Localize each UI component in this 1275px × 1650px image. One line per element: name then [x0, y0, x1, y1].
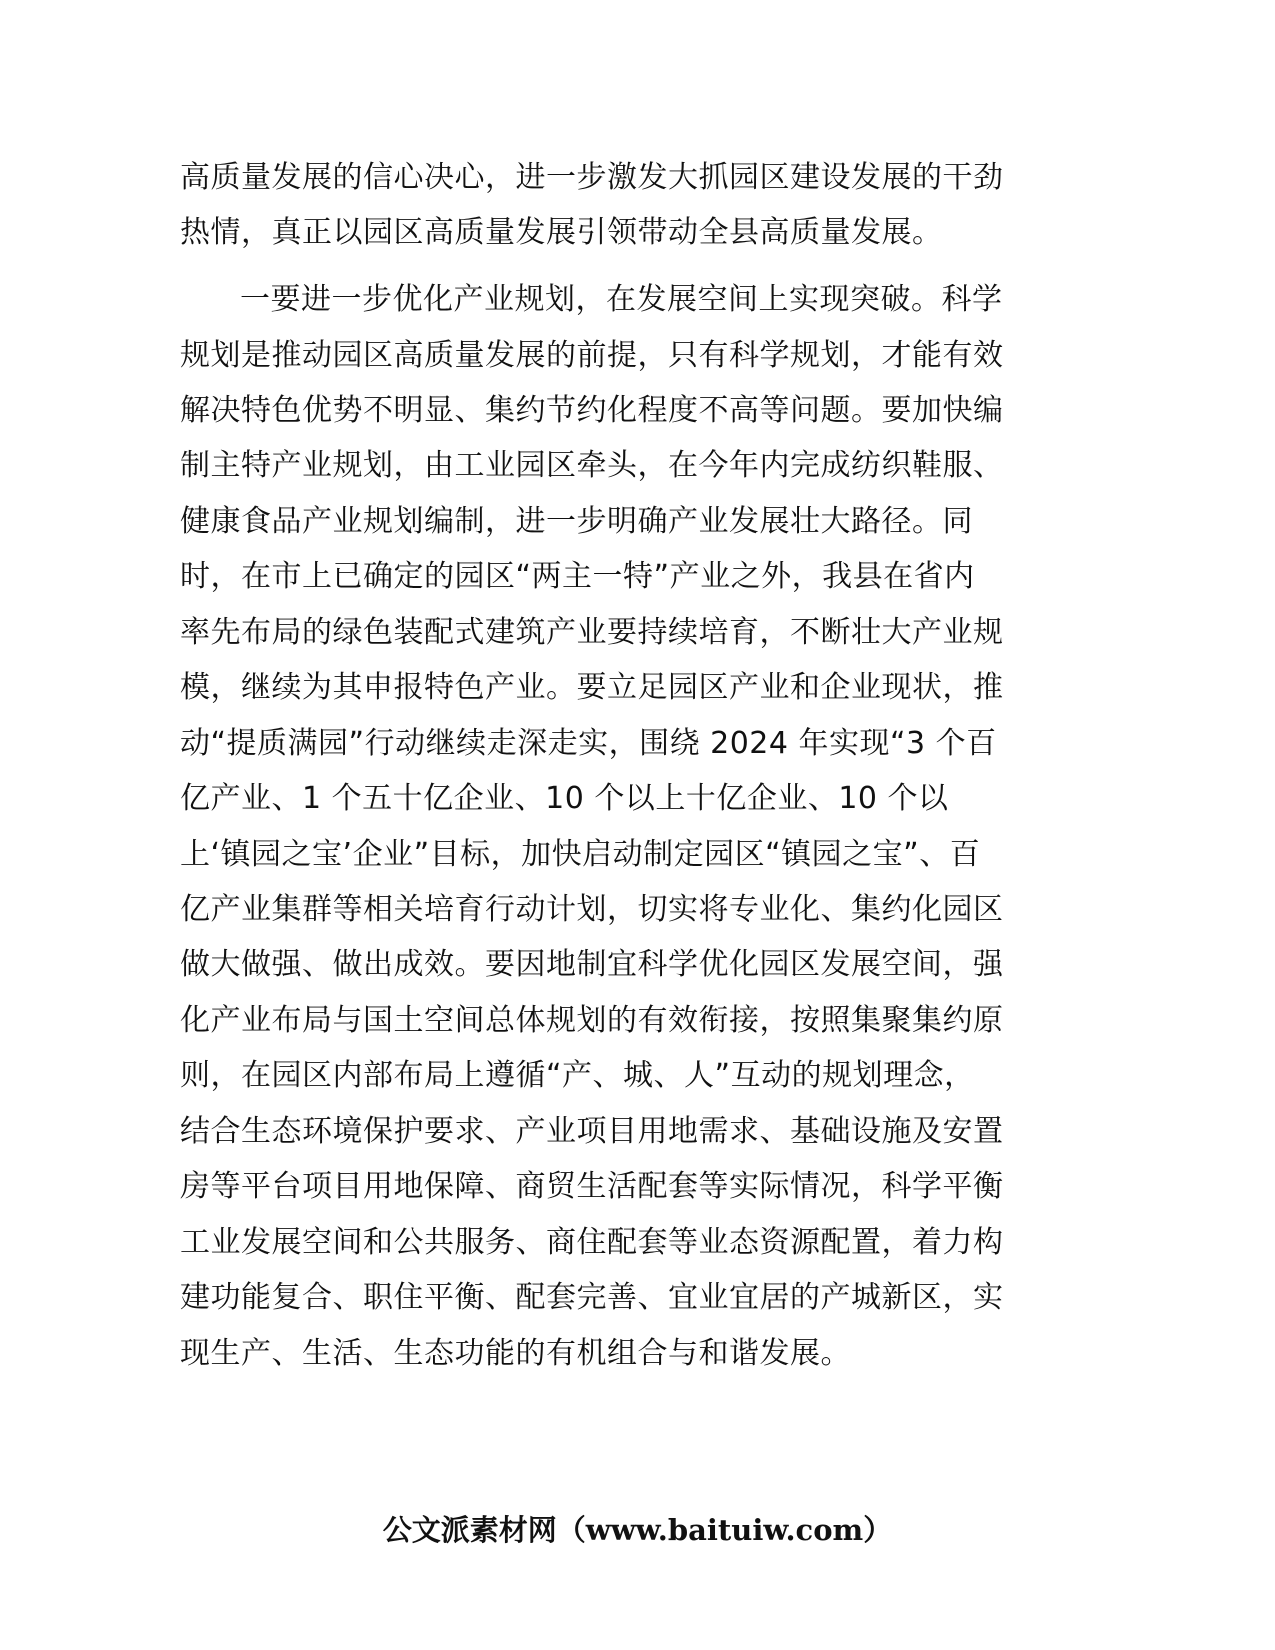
text-line: 化产业布局与国土空间总体规划的有效衔接，按照集聚集约原	[180, 1003, 1004, 1038]
text-line: 规划是推动园区高质量发展的前提，只有科学规划，才能有效	[180, 338, 1004, 373]
text-line: 率先布局的绿色装配式建筑产业要持续培育，不断壮大产业规	[180, 615, 1004, 650]
text-line: 解决特色优势不明显、集约节约化程度不高等问题。要加快编	[180, 393, 1004, 428]
text-line: 高质量发展的信心决心，进一步激发大抓园区建设发展的干劲	[180, 160, 1004, 195]
text-line: 则，在园区内部布局上遵循“产、城、人”互动的规划理念，	[180, 1058, 975, 1093]
text-line: 亿产业集群等相关培育行动计划，切实将专业化、集约化园区	[180, 892, 1004, 927]
text-line: 做大做强、做出成效。要因地制宜科学优化园区发展空间，强	[180, 947, 1004, 982]
text-line: 上‘镇园之宝’企业”目标，加快启动制定园区“镇园之宝”、百	[180, 837, 981, 872]
text-line: 房等平台项目用地保障、商贸生活配套等实际情况，科学平衡	[180, 1169, 1004, 1204]
text-line: 结合生态环境保护要求、产业项目用地需求、基础设施及安置	[180, 1114, 1004, 1149]
watermark-footer: 公文派素材网（www.baituiw.com）	[382, 1513, 893, 1547]
text-line: 时，在市上已确定的园区“两主一特”产业之外，我县在省内	[180, 559, 975, 594]
paragraph-first-line: 一要进一步优化产业规划，在发展空间上实现突破。科学	[240, 282, 1003, 317]
text-line: 动“提质满园”行动继续走深走实，围绕 2024 年实现“3 个百	[180, 726, 997, 761]
text-line: 亿产业、1 个五十亿企业、10 个以上十亿企业、10 个以	[180, 781, 949, 816]
text-line: 制主特产业规划，由工业园区牵头，在今年内完成纺织鞋服、	[180, 448, 1004, 483]
text-line: 模，继续为其申报特色产业。要立足园区产业和企业现状，推	[180, 670, 1004, 705]
text-line: 现生产、生活、生态功能的有机组合与和谐发展。	[180, 1336, 851, 1371]
text-line: 建功能复合、职住平衡、配套完善、宜业宜居的产城新区，实	[180, 1280, 1004, 1315]
text-line: 工业发展空间和公共服务、商住配套等业态资源配置，着力构	[180, 1225, 1004, 1260]
text-line: 健康食品产业规划编制，进一步明确产业发展壮大路径。同	[180, 504, 973, 539]
text-line: 热情，真正以园区高质量发展引领带动全县高质量发展。	[180, 215, 943, 250]
